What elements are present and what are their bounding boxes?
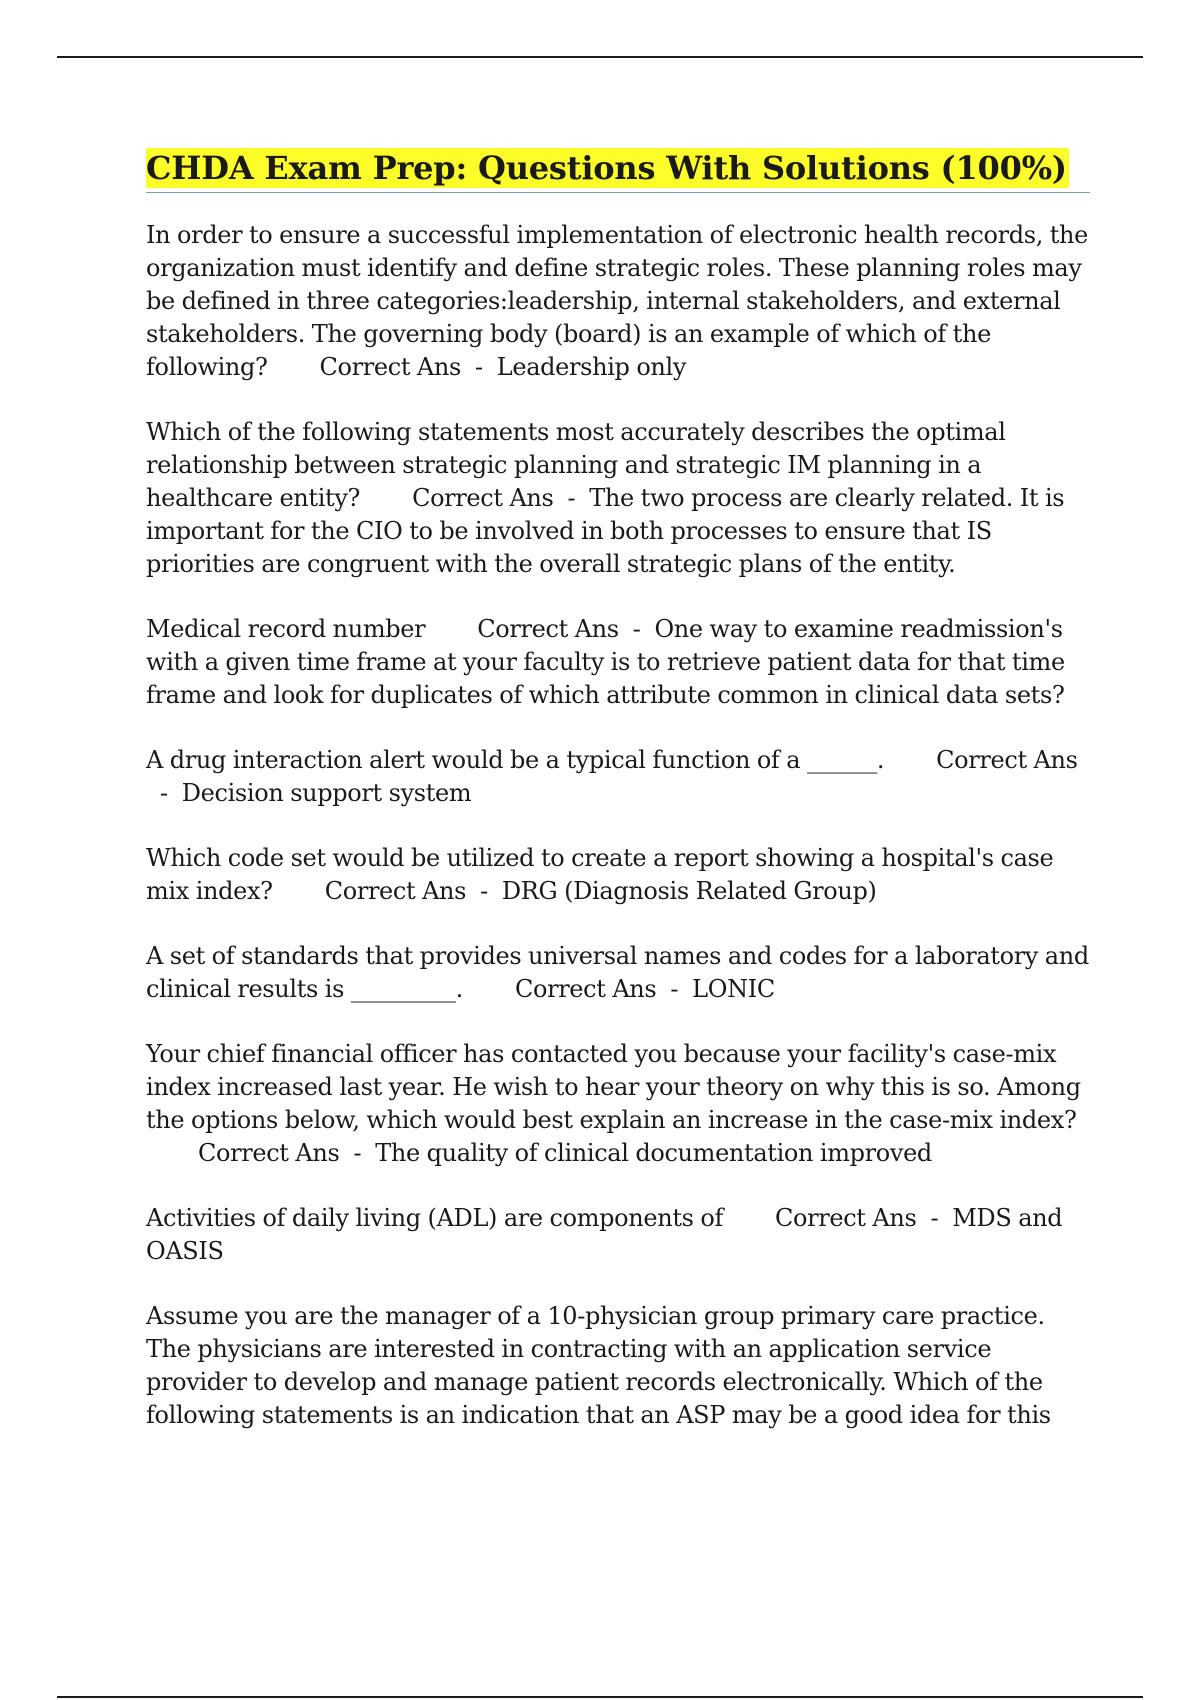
footer-rule	[57, 1696, 1143, 1698]
answer-separator: -	[632, 615, 641, 643]
answer-text: The quality of clinical documentation improved	[375, 1139, 932, 1167]
header-rule	[57, 56, 1143, 58]
question-text: A set of standards that provides universal names and codes for a laboratory and clinical results is _________.	[146, 942, 1089, 1003]
answer-separator: -	[670, 975, 679, 1003]
answer-separator: -	[353, 1139, 362, 1167]
qa-item	[146, 613, 1090, 712]
answer-separator: -	[160, 779, 168, 807]
answer-text: DRG (Diagnosis Related Group)	[501, 877, 877, 905]
qa-item	[146, 842, 1090, 908]
answer-text: Decision support system	[181, 779, 472, 807]
question-text: Assume you are the manager of a 10-physician group primary care practice. The physicians are interested in contracting with an application service provider to develop and manage patient records electronically. Which of the following statements is an indication that an ASP may be a good idea for this	[146, 1302, 1051, 1429]
question-text: In order to ensure a successful implementation of electronic health records, the organization must identify and define strategic roles. These planning roles may be defined in three categories:leadership, internal stakeholders, and external stakeholders. The governing body (board) is an example of which of the following?	[146, 221, 1089, 381]
answer-separator: -	[480, 877, 488, 905]
answer-text: Leadership only	[496, 353, 687, 381]
answer-separator: -	[930, 1204, 939, 1232]
answer-label: Correct Ans	[412, 484, 554, 512]
qa-item	[146, 1038, 1090, 1170]
document-title: CHDA Exam Prep: Questions With Solutions (100%)	[146, 149, 1067, 187]
document-body	[146, 148, 1090, 1464]
answer-text: One way to examine readmission's with a given time frame at your faculty is to retrieve patient data for that time frame and look for duplicates of which attribute common in clinical data sets?	[146, 615, 1065, 709]
answer-separator: -	[567, 484, 576, 512]
answer-label: Correct Ans	[775, 1204, 917, 1232]
qa-item	[146, 744, 1090, 810]
answer-label: Correct Ans	[936, 746, 1078, 774]
title-block	[146, 148, 1090, 193]
answer-separator: -	[474, 353, 483, 381]
qa-item	[146, 1202, 1090, 1268]
answer-label: Correct Ans	[514, 975, 657, 1003]
answer-label: Correct Ans	[198, 1139, 340, 1167]
qa-item	[146, 940, 1090, 1006]
question-text: Which code set would be utilized to create a report showing a hospital's case mix index?	[146, 844, 1054, 905]
answer-label: Correct Ans	[319, 353, 461, 381]
answer-text: The two process are clearly related. It is important for the CIO to be involved in both processes to ensure that IS priorities are congruent with the overall strategic plans of the entity.	[146, 484, 1065, 578]
question-text: Activities of daily living (ADL) are components of	[146, 1204, 723, 1232]
qa-item	[146, 416, 1090, 581]
question-text: Medical record number	[146, 615, 426, 643]
qa-list	[146, 219, 1090, 1432]
qa-item-partial	[146, 1300, 1090, 1432]
answer-label: Correct Ans	[324, 877, 467, 905]
question-text: A drug interaction alert would be a typical function of a ______.	[146, 746, 885, 774]
question-text: Your chief financial officer has contacted you because your facility's case-mix index increased last year. He wish to hear your theory on why this is so. Among the options below, which would best explain an increase in the case-mix index?	[146, 1040, 1081, 1134]
answer-text: MDS and OASIS	[146, 1204, 1063, 1265]
question-text: Which of the following statements most accurately describes the optimal relationship between strategic planning and strategic IM planning in a healthcare entity?	[146, 418, 1006, 512]
answer-label: Correct Ans	[477, 615, 619, 643]
answer-text: LONIC	[692, 975, 775, 1003]
qa-item	[146, 219, 1090, 384]
